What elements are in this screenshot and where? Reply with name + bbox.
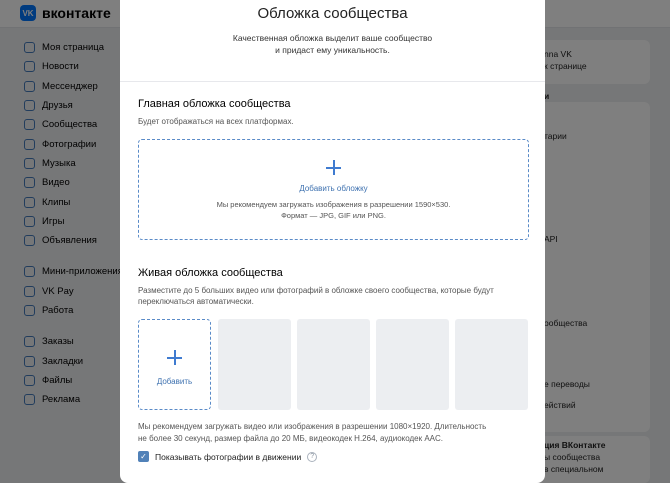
- show-motion-label[interactable]: Показывать фотографии в движении: [155, 451, 302, 462]
- main-cover-section: [138, 98, 530, 127]
- modal-header: [120, 0, 545, 82]
- live-cover-placeholder: [297, 319, 370, 410]
- modal-desc-line: Качественная обложка выделит ваше сообщество: [232, 33, 433, 43]
- note-line: Мы рекомендуем загружать видео или изображения в разрешении 1080×1920. Длительность: [138, 422, 487, 431]
- live-cover-section: [138, 267, 530, 307]
- main-cover-upload-area[interactable]: [138, 139, 529, 240]
- note-line: Формат — JPG, GIF или PNG.: [281, 210, 386, 220]
- cover-modal: [120, 0, 545, 483]
- subtitle-line: Разместите до 5 больших видео или фотографий в обложке своего сообщества, которые будут: [138, 286, 494, 295]
- live-cover-note: [138, 421, 518, 444]
- main-cover-title: Главная обложка сообщества: [138, 98, 291, 110]
- plus-icon: [326, 160, 341, 175]
- plus-icon: [167, 350, 182, 365]
- help-icon[interactable]: ?: [307, 452, 317, 462]
- modal-title: Обложка сообщества: [257, 5, 408, 22]
- live-cover-subtitle: [138, 285, 530, 307]
- live-cover-slots: [138, 319, 530, 410]
- note-line: не более 30 секунд, размер файла до 20 МБ, видеокодек H.264, аудиокодек AAC.: [138, 433, 444, 443]
- main-cover-note: [139, 200, 528, 221]
- show-motion-option: [138, 451, 317, 462]
- main-cover-subtitle: Будет отображаться на всех платформах.: [138, 117, 294, 126]
- live-cover-placeholder: [376, 319, 449, 410]
- add-cover-link[interactable]: Добавить обложку: [299, 184, 368, 193]
- live-cover-placeholder: [455, 319, 528, 410]
- live-cover-placeholder: [218, 319, 291, 410]
- modal-description: [120, 33, 545, 56]
- show-motion-checkbox[interactable]: ✓: [138, 451, 149, 462]
- note-line: Мы рекомендуем загружать изображения в разрешении 1590×530.: [216, 200, 451, 209]
- add-live-cover-label: Добавить: [156, 377, 193, 386]
- subtitle-line: переключаться автоматически.: [138, 297, 254, 306]
- modal-desc-line: и придаст ему уникальность.: [275, 44, 390, 55]
- add-live-cover-button[interactable]: [138, 319, 211, 410]
- live-cover-title: Живая обложка сообщества: [138, 267, 283, 279]
